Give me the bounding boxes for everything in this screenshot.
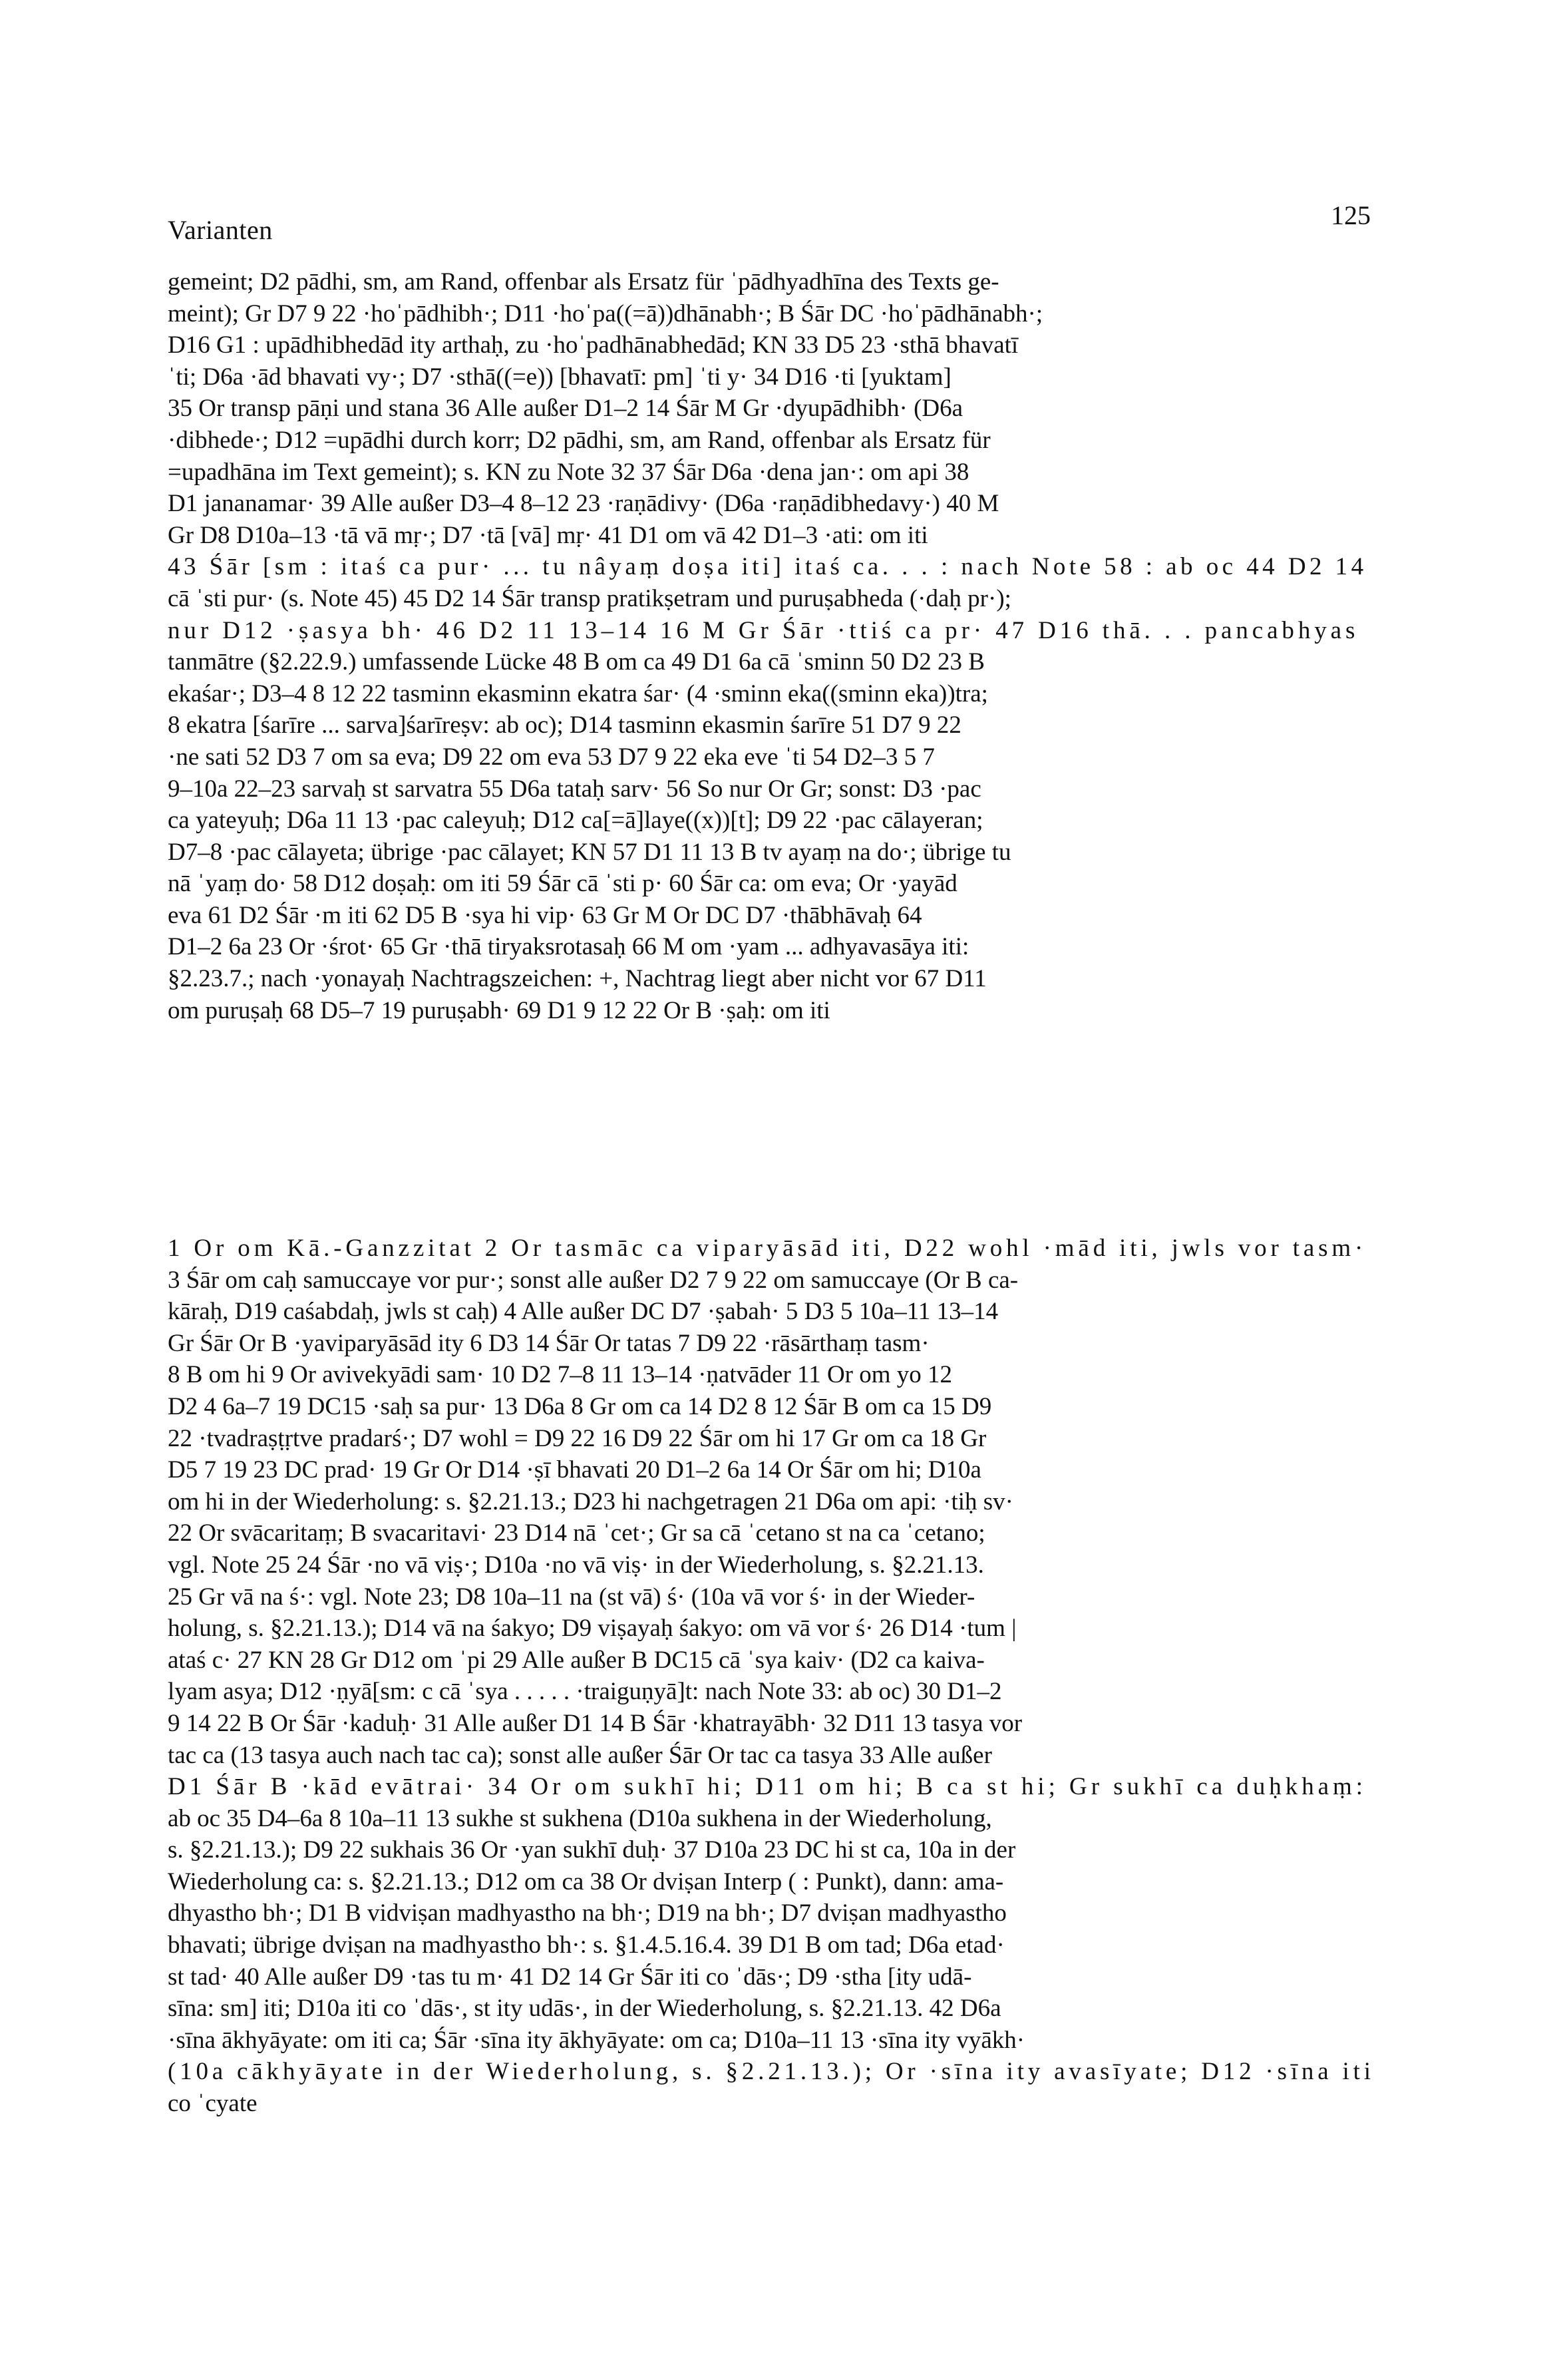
note-line: 43 Śār [sm : itaś ca pur· ... tu nâyaṃ doṣa iti] itaś ca. . . : nach Note 58 : ab oc 44 D2 14 — [168, 553, 1367, 581]
note-line: dhyastho bh·; D1 B vidviṣan madhyastho na bh·; D19 na bh·; D7 dviṣan madhyastho — [168, 1899, 1007, 1927]
note-line: (10a cākhyāyate in der Wiederholung, s. §2.21.13.); Or ·sīna ity avasīyate; D12 ·sīna iti — [168, 2058, 1375, 2086]
note-line: nā ˈyaṃ do· 58 D12 doṣaḥ: om iti 59 Śār cā ˈsti p· 60 Śār ca: om eva; Or ·yayād — [168, 870, 957, 898]
note-line: 8 ekatra [śarīre ... sarva]śarīreṣv: ab oc); D14 tasminn ekasmin śarīre 51 D7 9 22 — [168, 711, 961, 739]
note-line: vgl. Note 25 24 Śār ·no vā viṣ·; D10a ·no vā viṣ· in der Wiederholung, s. §2.21.13. — [168, 1551, 984, 1579]
variant-notes-block-1 — [168, 266, 1371, 1026]
note-line: st tad· 40 Alle außer D9 ·tas tu m· 41 D2 14 Gr Śār iti co ˈdās·; D9 ·stha [ity udā- — [168, 1963, 972, 1991]
note-line: ˈti; D6a ·ād bhavati vy·; D7 ·sthā((=e)) [bhavatī: pm] ˈti y· 34 D16 ·ti [yuktam] — [168, 363, 952, 391]
note-line: ·dibhede·; D12 =upādhi durch korr; D2 pādhi, sm, am Rand, offenbar als Ersatz für — [168, 426, 991, 454]
note-line: D1–2 6a 23 Or ·śrot· 65 Gr ·thā tiryaksrotasaḥ 66 M om ·yam ... adhyavasāya iti: — [168, 933, 969, 961]
note-line: gemeint; D2 pādhi, sm, am Rand, offenbar als Ersatz für ˈpādhyadhīna des Texts ge- — [168, 268, 999, 296]
page-number: 125 — [1331, 200, 1371, 230]
note-line: D5 7 19 23 DC prad· 19 Gr Or D14 ·ṣī bhavati 20 D1–2 6a 14 Or Śār om hi; D10a — [168, 1456, 981, 1484]
page-header — [168, 200, 1371, 253]
note-line: 25 Gr vā na ś·: vgl. Note 23; D8 10a–11 na (st vā) ś· (10a vā vor ś· in der Wieder- — [168, 1583, 975, 1611]
note-line: meint); Gr D7 9 22 ·hoˈpādhibh·; D11 ·hoˈpa((=ā))dhānabh·; B Śār DC ·hoˈpādhānabh·; — [168, 299, 1043, 327]
note-line: eva 61 D2 Śār ·m iti 62 D5 B ·sya hi vip· 63 Gr M Or DC D7 ·thābhāvaḥ 64 — [168, 901, 922, 929]
note-line: lyam asya; D12 ·ṇyā[sm: c cā ˈsya . . . . . ·traiguṇyā]t: nach Note 33: ab oc) 30 D1–2 — [168, 1678, 1002, 1706]
note-line: co ˈcyate — [168, 2090, 258, 2118]
note-line: Gr Śār Or B ·yaviparyāsād ity 6 D3 14 Śār Or tatas 7 D9 22 ·rāsārthaṃ tasm· — [168, 1329, 930, 1357]
note-line: 3 Śār om caḥ samuccaye vor pur·; sonst alle außer D2 7 9 22 om samuccaye (Or B ca- — [168, 1266, 1019, 1294]
note-line: ataś c· 27 KN 28 Gr D12 om ˈpi 29 Alle außer B DC15 cā ˈsya kaiv· (D2 ca kaiva- — [168, 1646, 985, 1674]
note-line: D1 Śār B ·kād evātrai· 34 Or om sukhī hi; D11 om hi; B ca st hi; Gr sukhī ca duḥkhaṃ: — [168, 1773, 1367, 1801]
note-line: s. §2.21.13.); D9 22 sukhais 36 Or ·yan sukhī duḥ· 37 D10a 23 DC hi st ca, 10a in der — [168, 1836, 1016, 1864]
note-line: 35 Or transp pāṇi und stana 36 Alle außer D1–2 14 Śār M Gr ·dyupādhibh· (D6a — [168, 395, 963, 423]
note-line: cā ˈsti pur· (s. Note 45) 45 D2 14 Śār transp pratikṣetram und puruṣabheda (·daḥ pr·); — [168, 584, 1011, 612]
note-line: nur D12 ·ṣasya bh· 46 D2 11 13–14 16 M Gr Śār ·ttiś ca pr· 47 D16 thā. . . pancabhyas — [168, 616, 1359, 644]
note-line: om hi in der Wiederholung: s. §2.21.13.; D23 hi nachgetragen 21 D6a om api: ·tiḥ sv· — [168, 1487, 1014, 1515]
note-line: 8 B om hi 9 Or avivekyādi sam· 10 D2 7–8 11 13–14 ·ṇatvāder 11 Or om yo 12 — [168, 1361, 953, 1389]
note-line: 22 Or svācaritaṃ; B svacaritavi· 23 D14 nā ˈcet·; Gr sa cā ˈcetano st na ca ˈcetano; — [168, 1519, 985, 1547]
note-line: bhavati; übrige dviṣan na madhyastho bh·: s. §1.4.5.16.4. 39 D1 B om tad; D6a etad· — [168, 1931, 1005, 1959]
note-line: om puruṣaḥ 68 D5–7 19 puruṣabh· 69 D1 9 12 22 Or B ·ṣaḥ: om iti — [168, 996, 830, 1024]
note-line: 22 ·tvadraṣṭṛtve pradarś·; D7 wohl = D9 22 16 D9 22 Śār om hi 17 Gr om ca 18 Gr — [168, 1424, 987, 1452]
note-line: D1 jananamar· 39 Alle außer D3–4 8–12 23 ·raṇādivy· (D6a ·raṇādibhedavy·) 40 M — [168, 490, 999, 518]
note-line: holung, s. §2.21.13.); D14 vā na śakyo; D9 viṣayaḥ śakyo: om vā vor ś· 26 D14 ·tum | — [168, 1615, 1017, 1643]
note-line: 1 Or om Kā.-Ganzzitat 2 Or tasmāc ca viparyāsād iti, D22 wohl ·mād iti, jwls vor tasm· — [168, 1235, 1367, 1262]
note-line: D16 G1 : upādhibhedād ity arthaḥ, zu ·hoˈpadhānabhedād; KN 33 D5 23 ·sthā bhavatī — [168, 331, 1019, 359]
note-line: tanmātre (§2.22.9.) umfassende Lücke 48 B om ca 49 D1 6a cā ˈsminn 50 D2 23 B — [168, 648, 985, 676]
note-line: ·sīna ākhyāyate: om iti ca; Śār ·sīna ity ākhyāyate: om ca; D10a–11 13 ·sīna ity vyākh· — [168, 2026, 1025, 2054]
note-line: ca yateyuḥ; D6a 11 13 ·pac caleyuḥ; D12 ca[=ā]laye((x))[t]; D9 22 ·pac cālayeran; — [168, 807, 983, 835]
note-line: ekaśar·; D3–4 8 12 22 tasminn ekasminn ekatra śar· (4 ·sminn eka((sminn eka))tra; — [168, 680, 988, 707]
note-line: kāraḥ, D19 caśabdaḥ, jwls st caḥ) 4 Alle außer DC D7 ·ṣabah· 5 D3 5 10a–11 13–14 — [168, 1298, 999, 1326]
running-title: Varianten — [168, 215, 273, 245]
note-line: 9 14 22 B Or Śār ·kaduḥ· 31 Alle außer D1 14 B Śār ·khatrayābh· 32 D11 13 tasya vor — [168, 1709, 1023, 1737]
note-line: =upadhāna im Text gemeint); s. KN zu Note 32 37 Śār D6a ·dena jan·: om api 38 — [168, 458, 969, 486]
note-line: Wiederholung ca: s. §2.21.13.; D12 om ca 38 Or dviṣan Interp ( : Punkt), dann: ama- — [168, 1868, 1004, 1895]
note-line: D7–8 ·pac cālayeta; übrige ·pac cālayet; KN 57 D1 11 13 B tv ayaṃ na do·; übrige tu — [168, 838, 1011, 866]
note-line: 9–10a 22–23 sarvaḥ st sarvatra 55 D6a tataḥ sarv· 56 So nur Or Gr; sonst: D3 ·pac — [168, 775, 981, 803]
note-line: tac ca (13 tasya auch nach tac ca); sonst alle außer Śār Or tac ca tasya 33 Alle außer — [168, 1741, 992, 1769]
note-line: §2.23.7.; nach ·yonayaḥ Nachtragszeichen: +, Nachtrag liegt aber nicht vor 67 D11 — [168, 965, 987, 993]
note-line: ·ne sati 52 D3 7 om sa eva; D9 22 om eva 53 D7 9 22 eka eve ˈti 54 D2–3 5 7 — [168, 743, 935, 771]
note-line: Gr D8 D10a–13 ·tā vā mṛ·; D7 ·tā [vā] mṛ· 41 D1 om vā 42 D1–3 ·ati: om iti — [168, 521, 928, 549]
note-line: sīna: sm] iti; D10a iti co ˈdās·, st ity udās·, in der Wiederholung, s. §2.21.13. 42 D6a — [168, 1995, 1001, 2023]
variant-notes-block-2 — [168, 1233, 1375, 2120]
note-line: D2 4 6a–7 19 DC15 ·saḥ sa pur· 13 D6a 8 Gr om ca 14 D2 8 12 Śār B om ca 15 D9 — [168, 1392, 992, 1420]
note-line: ab oc 35 D4–6a 8 10a–11 13 sukhe st sukhena (D10a sukhena in der Wiederholung, — [168, 1804, 992, 1832]
